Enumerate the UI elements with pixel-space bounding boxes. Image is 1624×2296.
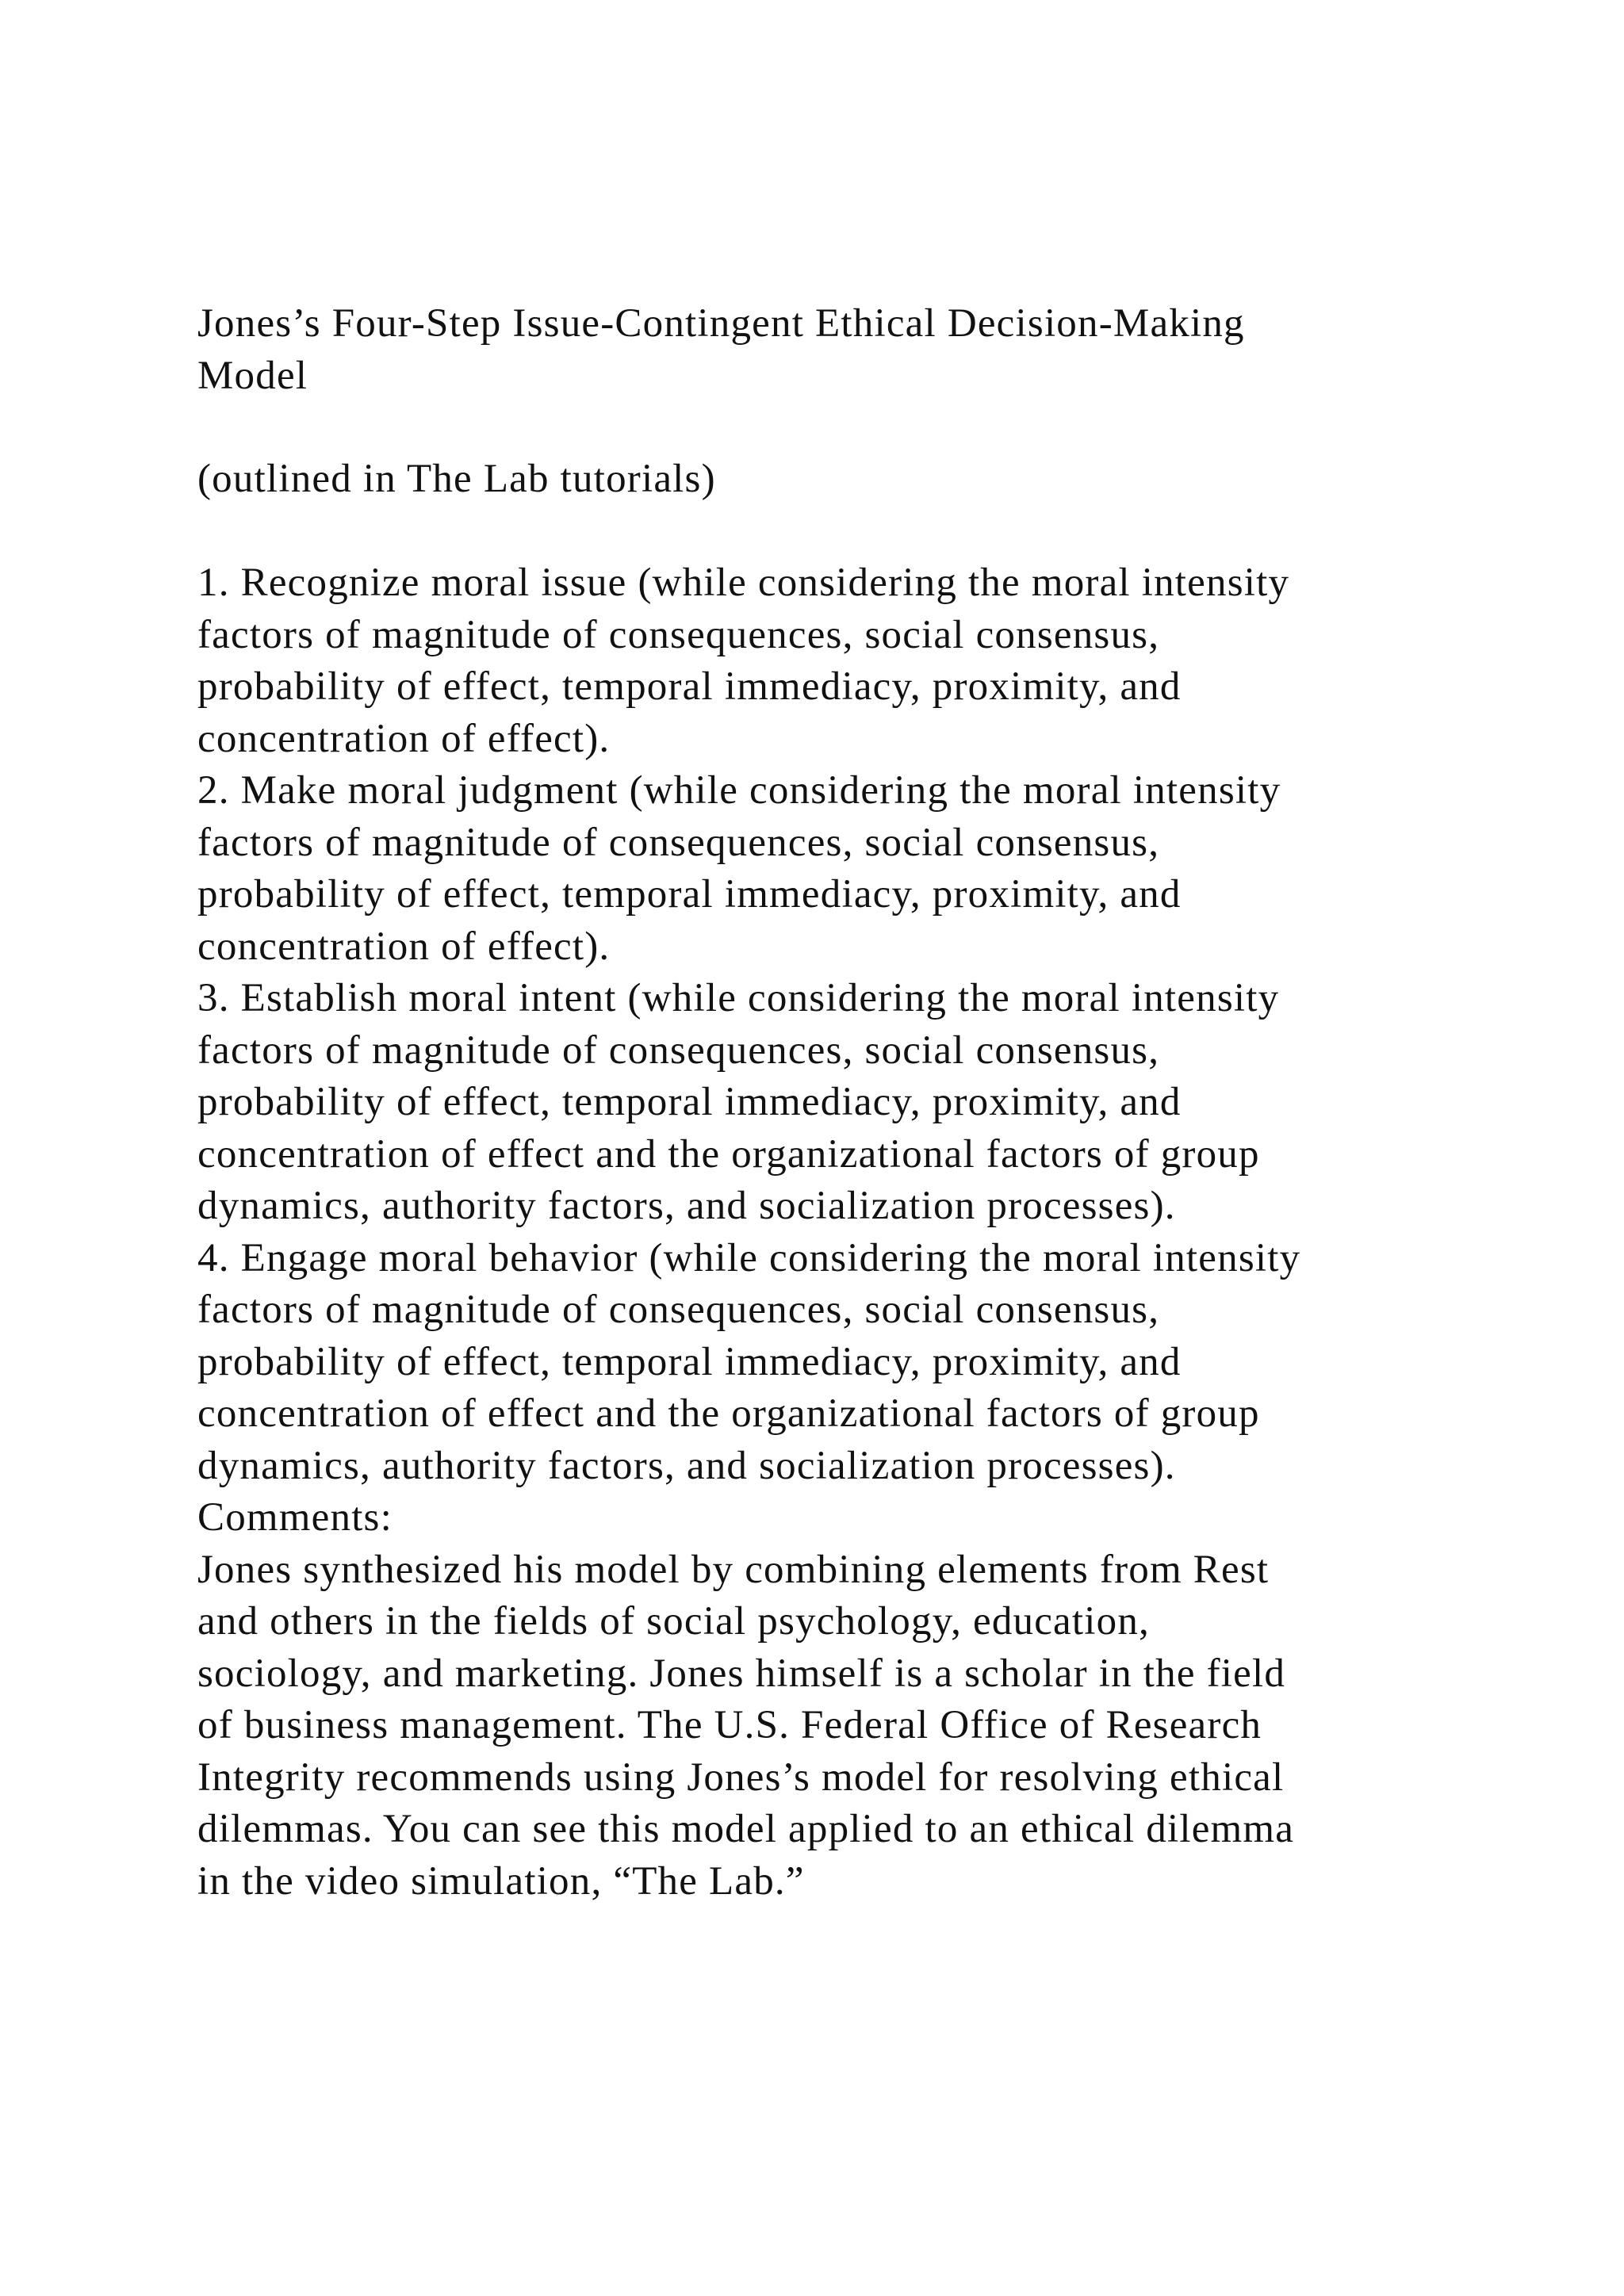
body-line: concentration of effect and the organizational factors of group <box>197 1391 1260 1436</box>
body-line: 4. Engage moral behavior (while considering the moral intensity <box>197 1235 1301 1280</box>
body-line: sociology, and marketing. Jones himself is a scholar in the field <box>197 1651 1286 1696</box>
body-line: factors of magnitude of consequences, social consensus, <box>197 1027 1160 1073</box>
body-line: factors of magnitude of consequences, social consensus, <box>197 820 1160 865</box>
body-line: Integrity recommends using Jones’s model for resolving ethical <box>197 1755 1285 1800</box>
title-line: Jones’s Four-Step Issue-Contingent Ethical Decision-Making <box>197 301 1245 346</box>
body-line: probability of effect, temporal immediacy, proximity, and <box>197 664 1182 709</box>
body-line: concentration of effect). <box>197 924 611 969</box>
document-body <box>197 557 1514 1908</box>
body-line: dynamics, authority factors, and socialization processes). <box>197 1184 1176 1228</box>
body-line: probability of effect, temporal immediacy, proximity, and <box>197 1080 1182 1124</box>
body-line: 3. Establish moral intent (while considering the moral intensity <box>197 976 1280 1020</box>
body-line: dynamics, authority factors, and socialization processes). <box>197 1443 1176 1488</box>
body-line: concentration of effect). <box>197 716 611 761</box>
body-line: probability of effect, temporal immediacy, proximity, and <box>197 872 1182 916</box>
body-line: 2. Make moral judgment (while considering the moral intensity <box>197 768 1281 813</box>
document-subtitle <box>197 453 1514 506</box>
body-line: concentration of effect and the organizational factors of group <box>197 1131 1260 1177</box>
body-line: dilemmas. You can see this model applied to an ethical dilemma <box>197 1807 1295 1851</box>
body-line: factors of magnitude of consequences, social consensus, <box>197 612 1160 657</box>
comments-heading: Comments: <box>197 1495 393 1540</box>
body-line: 1. Recognize moral issue (while considering the moral intensity <box>197 561 1290 605</box>
body-line: in the video simulation, “The Lab.” <box>197 1858 805 1904</box>
body-line: factors of magnitude of consequences, social consensus, <box>197 1288 1160 1332</box>
body-line: probability of effect, temporal immediacy, proximity, and <box>197 1339 1182 1384</box>
body-line: of business management. The U.S. Federal Office of Research <box>197 1703 1262 1747</box>
body-line: Jones synthesized his model by combining elements from Rest <box>197 1547 1270 1592</box>
subtitle-line: (outlined in The Lab tutorials) <box>197 457 716 501</box>
document-title <box>197 298 1514 402</box>
title-line: Model <box>197 353 308 398</box>
body-line: and others in the fields of social psychology, education, <box>197 1599 1150 1644</box>
